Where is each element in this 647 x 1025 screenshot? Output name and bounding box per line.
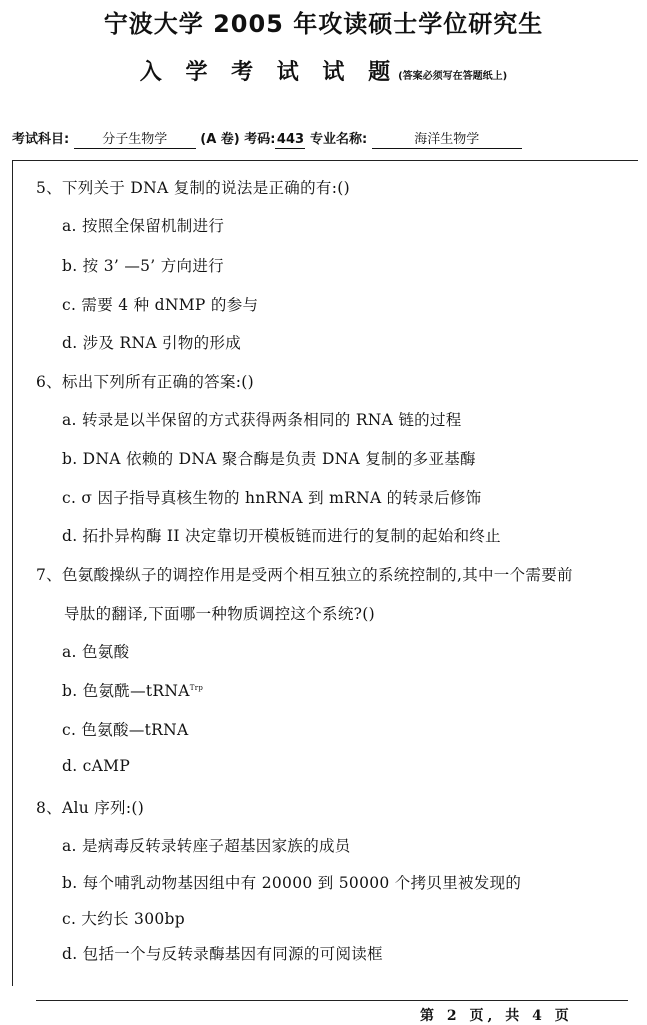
code-value: 443 [276,132,305,147]
question-5-stem: 5、下列关于 DNA 复制的说法是正确的有:() [36,179,350,197]
question-6-option-d: d. 拓扑异构酶 II 决定靠切开模板链而进行的复制的起始和终止 [62,527,501,545]
question-5-option-b: b. 按 3’ —5’ 方向进行 [62,257,224,275]
question-8-option-b: b. 每个哺乳动物基因组中有 20000 到 50000 个拷贝里被发现的 [62,874,522,892]
exam-header-subtitle [0,55,647,86]
question-7-option-d: d. cAMP [62,757,131,775]
question-7-option-a: a. 色氨酸 [62,643,130,661]
question-7-stem-continued: 导肽的翻译,下面哪一种物质调控这个系统?() [64,605,375,623]
major-value: 海洋生物学 [372,128,522,149]
trp-superscript: Trp [189,683,204,692]
exam-header-title: 宁波大学 2005 年攻读硕士学位研究生 [103,10,544,38]
question-7-option-c: c. 色氨酸—tRNA [62,721,189,739]
exam-subtitle-text: 入 学 考 试 试 题 [139,60,399,85]
subject-value: 分子生物学 [74,128,196,149]
subject-label: 考试科目: [12,132,70,147]
question-8-stem: 8、Alu 序列:() [36,799,145,817]
question-6-option-c: c. σ 因子指导真核生物的 hnRNA 到 mRNA 的转录后修饰 [62,489,482,507]
question-8-option-a: a. 是病毒反转录转座子超基因家族的成员 [62,837,351,855]
footer-divider [36,1000,628,1001]
question-6-stem: 6、标出下列所有正确的答案:() [36,373,254,391]
question-6-option-b: b. DNA 依赖的 DNA 聚合酶是负责 DNA 复制的多亚基酶 [62,450,476,468]
question-7-stem: 7、色氨酸操纵子的调控作用是受两个相互独立的系统控制的,其中一个需要前 [36,566,573,584]
question-5-option-d: d. 涉及 RNA 引物的形成 [62,334,242,352]
code-label: 考码: [244,132,276,147]
question-8-option-c: c. 大约长 300bp [62,910,185,928]
question-6-option-a: a. 转录是以半保留的方式获得两条相同的 RNA 链的过程 [62,411,462,429]
exam-meta-row [12,128,522,149]
question-5-option-a: a. 按照全保留机制进行 [62,217,225,235]
question-7-option-b-text: b. 色氨酰—tRNA [62,682,190,700]
question-8-option-d: d. 包括一个与反转录酶基因有同源的可阅读框 [62,945,383,963]
question-7-option-b [62,679,203,701]
paper-version: (A 卷) [200,132,240,147]
major-label: 专业名称: [310,132,368,147]
answer-sheet-note: (答案必须写在答题纸上) [398,71,508,82]
page-number: 第 2 页, 共 4 页 [420,1008,573,1024]
question-5-option-c: c. 需要 4 种 dNMP 的参与 [62,296,259,314]
